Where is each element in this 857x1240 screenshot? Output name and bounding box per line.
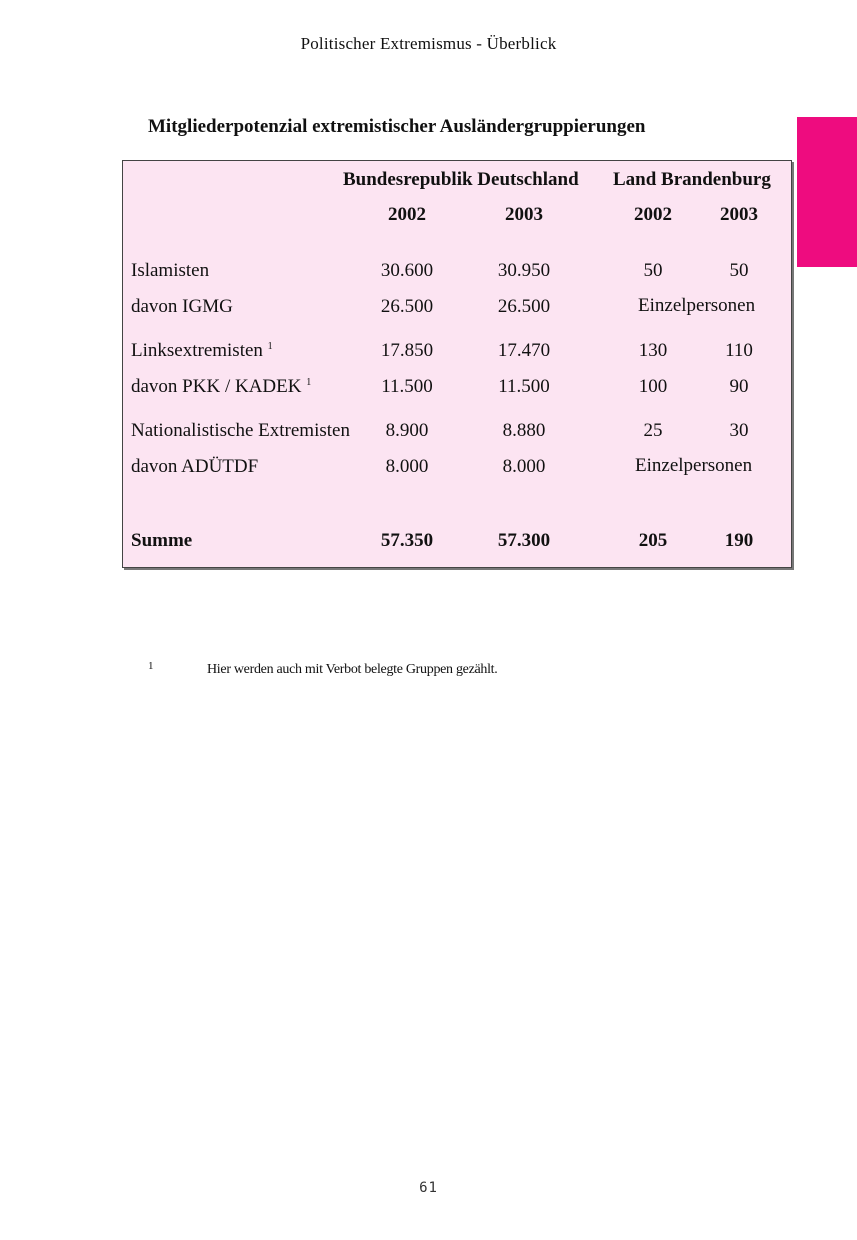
- cell: 130: [638, 340, 668, 361]
- cell: 11.500: [498, 376, 550, 397]
- cell: 8.000: [385, 456, 429, 477]
- cell: 25: [643, 420, 663, 441]
- cell-note: Einzelpersonen: [638, 295, 756, 316]
- cell: 8.000: [502, 456, 546, 477]
- year-brd-2002: 2002: [388, 204, 426, 225]
- table-title: Mitgliederpotenzial extremistischer Ausländergruppierungen: [148, 116, 646, 137]
- cell: 26.500: [380, 296, 434, 317]
- row-label-linksextremisten: Linksextremisten $^1$: [131, 340, 273, 361]
- year-bb-2003: 2003: [720, 204, 758, 225]
- cell: 17.850: [380, 340, 434, 361]
- footnote-text: Hier werden auch mit Verbot belegte Gruppen gezählt.: [207, 662, 498, 677]
- year-bb-2002: 2002: [634, 204, 672, 225]
- cell: 100: [638, 376, 668, 397]
- year-brd-2003: 2003: [505, 204, 543, 225]
- cell: 11.500: [381, 376, 433, 397]
- cell: 26.500: [497, 296, 551, 317]
- cell: 30.950: [497, 260, 551, 281]
- row-label-pkk: davon PKK / KADEK $^1$: [131, 376, 312, 397]
- cell: 50: [729, 260, 749, 281]
- cell: 50: [643, 260, 663, 281]
- row-label-summe: Summe: [131, 530, 193, 551]
- cell-total: 205: [638, 530, 668, 551]
- cell-total: 57.300: [497, 530, 551, 551]
- cell: 8.900: [385, 420, 429, 441]
- footnote-ref: 1: [306, 377, 312, 388]
- cell-total: 57.350: [380, 530, 434, 551]
- cell: 8.880: [502, 420, 546, 441]
- cell-total: 190: [724, 530, 754, 551]
- row-label-islamisten: Islamisten: [131, 260, 210, 281]
- footnote-ref: 1: [267, 341, 273, 352]
- row-label-igmg: davon IGMG: [131, 296, 233, 317]
- page-number: 61: [419, 1180, 438, 1196]
- cell-note: Einzelpersonen: [635, 455, 753, 476]
- row-label-nationalisten: Nationalistische Extremisten: [131, 420, 350, 441]
- chapter-tab-marker: [797, 117, 857, 267]
- cell: 90: [729, 376, 749, 397]
- cell: 110: [725, 340, 753, 361]
- running-header: Politischer Extremismus - Überblick: [300, 34, 557, 53]
- cell: 17.470: [497, 340, 551, 361]
- row-label-adutdf: davon ADÜTDF: [131, 456, 259, 477]
- header-brandenburg: Land Brandenburg: [613, 169, 771, 190]
- footnote-mark: 1: [148, 660, 154, 672]
- cell: 30.600: [380, 260, 434, 281]
- header-brd: Bundesrepublik Deutschland: [343, 169, 579, 190]
- member-table: [122, 160, 792, 568]
- cell: 30: [729, 420, 749, 441]
